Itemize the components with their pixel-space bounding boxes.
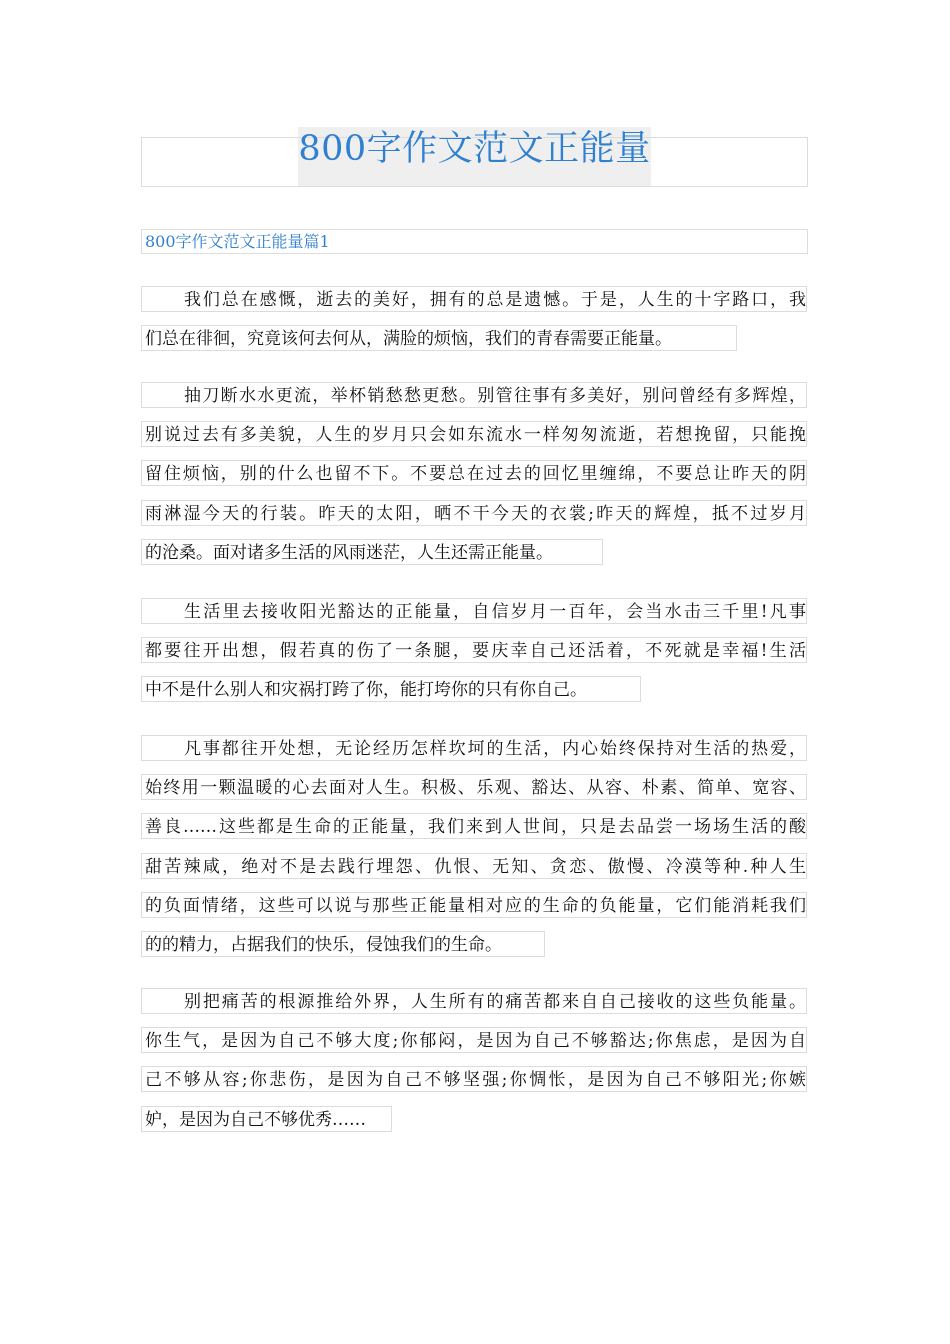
paragraph-line: 雨淋湿今天的行装。昨天的太阳，晒不干今天的衣裳;昨天的辉煌，抵不过岁月	[141, 500, 807, 526]
section-heading: 800字作文范文正能量篇1	[141, 229, 808, 254]
paragraph-line: 始终用一颗温暖的心去面对人生。积极、乐观、豁达、从容、朴素、简单、宽容、	[141, 774, 807, 800]
paragraph-line: 我们总在感慨，逝去的美好，拥有的总是遗憾。于是，人生的十字路口，我	[141, 286, 807, 312]
page-title: 800字作文范文正能量	[298, 129, 651, 169]
paragraph-line: 的的精力，占据我们的快乐，侵蚀我们的生命。	[141, 931, 545, 957]
paragraph-line: 凡事都往开处想，无论经历怎样坎坷的生活，内心始终保持对生活的热爱，	[141, 735, 807, 761]
paragraph-line: 你生气，是因为自己不够大度;你郁闷，是因为自己不够豁达;你焦虑，是因为自	[141, 1027, 807, 1053]
paragraph-line: 都要往开出想，假若真的伤了一条腿，要庆幸自己还活着，不死就是幸福!生活	[141, 637, 807, 663]
paragraph-line: 别说过去有多美貌，人生的岁月只会如东流水一样匆匆流逝，若想挽留，只能挽	[141, 421, 807, 447]
paragraph-line: 别把痛苦的根源推给外界，人生所有的痛苦都来自自己接收的这些负能量。	[141, 988, 807, 1014]
paragraph-line: 的负面情绪，这些可以说与那些正能量相对应的生命的负能量，它们能消耗我们	[141, 892, 807, 918]
paragraph-line: 甜苦辣咸，绝对不是去践行埋怨、仇恨、无知、贪恋、傲慢、冷漠等种.种人生	[141, 853, 807, 879]
paragraph-line: 中不是什么别人和灾祸打跨了你，能打垮你的只有你自己。	[141, 676, 641, 702]
paragraph-line: 妒，是因为自己不够优秀……	[141, 1106, 392, 1132]
paragraph-line: 己不够从容;你悲伤，是因为自己不够坚强;你惆怅，是因为自己不够阳光;你嫉	[141, 1066, 807, 1092]
paragraph-line: 留住烦恼，别的什么也留不下。不要总在过去的回忆里缠绵，不要总让昨天的阴	[141, 460, 807, 486]
paragraph-line: 抽刀断水水更流，举杯销愁愁更愁。别管往事有多美好，别问曾经有多辉煌，	[141, 382, 807, 408]
paragraph-line: 善良……这些都是生命的正能量，我们来到人世间，只是去品尝一场场生活的酸	[141, 813, 807, 839]
paragraph-line: 们总在徘徊，究竟该何去何从，满脸的烦恼，我们的青春需要正能量。	[141, 325, 737, 351]
paragraph-line: 生活里去接收阳光豁达的正能量，自信岁月一百年，会当水击三千里!凡事	[141, 598, 807, 624]
paragraph-line: 的沧桑。面对诸多生活的风雨迷茫，人生还需正能量。	[141, 539, 603, 565]
